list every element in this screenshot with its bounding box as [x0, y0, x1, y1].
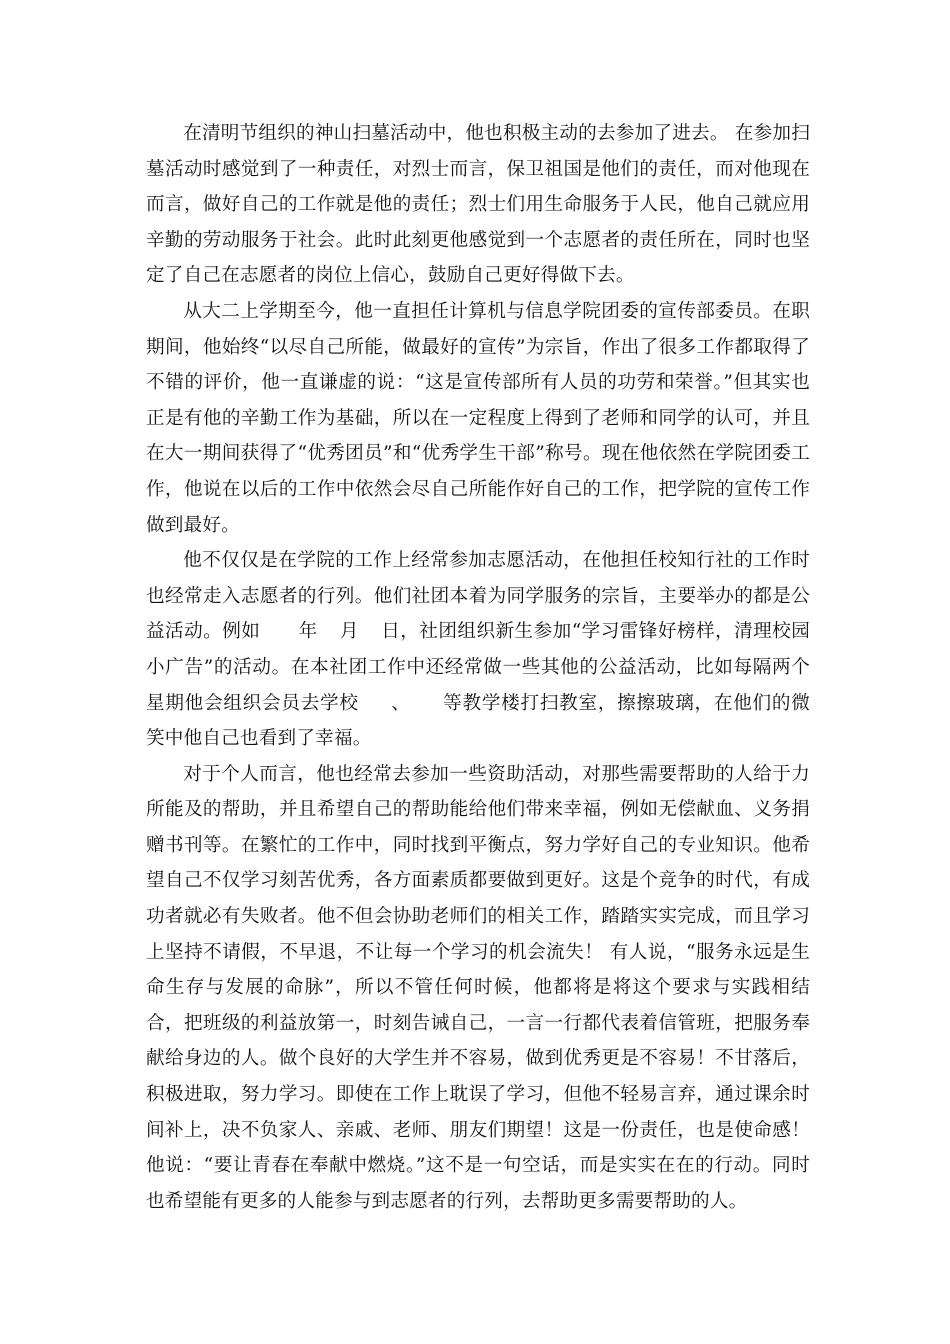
paragraph-3	[146, 543, 810, 757]
month-label: 月	[339, 621, 359, 643]
paragraph-3-day-text: 日，社团组织新生参加“学习雷锋好榜样，清理校园小广告”的活动。在本社团工作中还经常做一些其他的公益活动，比如每隔两个星期他会组织会员去学校	[146, 621, 811, 714]
year-label: 年	[298, 621, 318, 643]
document-page	[146, 116, 810, 1219]
building-separator: 、	[390, 692, 411, 714]
paragraph-3-part-1: 他不仅仅是在学院的工作上经常参加志愿活动，在他担任校知行社的工作时也经常走入志愿者的行列。他们社团本着为同学服务的宗旨，主要举办的都是公益活动。例如	[146, 550, 810, 643]
paragraph-1: 在清明节组织的神山扫墓活动中，他也积极主动的去参加了进去。 在参加扫墓活动时感觉到了一种责任，对烈士而言，保卫祖国是他们的责任，而对他现在而言，做好自己的工作就是他的责任；烈士们用生命服务于人民，他自己就应用辛勤的劳动服务于社会。此时此刻更他感觉到一个志愿者的责任所在，同时也坚定了自己在志愿者的岗位上信心，鼓励自己更好得做下去。	[146, 123, 810, 287]
paragraph-2: 从大二上学期至今，他一直担任计算机与信息学院团委的宣传部委员。在职期间，他始终“以尽自己所能，做最好的宣传”为宗旨，作出了很多工作都取得了不错的评价，他一直谦虚的说：“这是宣传部所有人员的功劳和荣誉。”但其实也正是有他的辛勤工作为基础，所以在一定程度上得到了老师和同学的认可，并且在大一期间获得了“优秀团员”和“优秀学生干部”称号。现在他依然在学院团委工作，他说在以后的工作中依然会尽自己所能作好自己的工作，把学院的宣传工作做到最好。	[146, 300, 810, 536]
paragraph-3-end: 等教学楼打扫教室，擦擦玻璃，在他们的微笑中他自己也看到了幸福。	[146, 692, 811, 750]
paragraph-4: 对于个人而言，他也经常去参加一些资助活动，对那些需要帮助的人给于力所能及的帮助，并且希望自己的帮助能给他们带来幸福，例如无偿献血、义务捐赠书刊等。在繁忙的工作中，同时找到平衡点，努力学好自己的专业知识。他希望自己不仅学习刻苦优秀，各方面素质都要做到更好。这是个竞争的时代，有成功者就必有失败者。他不但会协助老师们的相关工作，踏踏实实完成，而且学习上坚持不请假，不早退，不让每一个学习的机会流失！ 有人说，“服务永远是生命生存与发展的命脉”，所以不管任何时候，他都将是将这个要求与实践相结合，把班级的利益放第一，时刻告诫自己，一言一行都代表着信管班，把服务奉献给身边的人。做个良好的大学生并不容易，做到优秀更是不容易！不甘落后，积极进取，努力学习。即使在工作上耽误了学习，但他不轻易言弃，通过课余时间补上，决不负家人、亲戚、老师、朋友们期望！这是一份责任，也是使命感！ 他说：“要让青春在奉献中燃烧。”这不是一句空话，而是实实在在的行动。同时也希望能有更多的人能参与到志愿者的行列，去帮助更多需要帮助的人。	[146, 763, 810, 1212]
